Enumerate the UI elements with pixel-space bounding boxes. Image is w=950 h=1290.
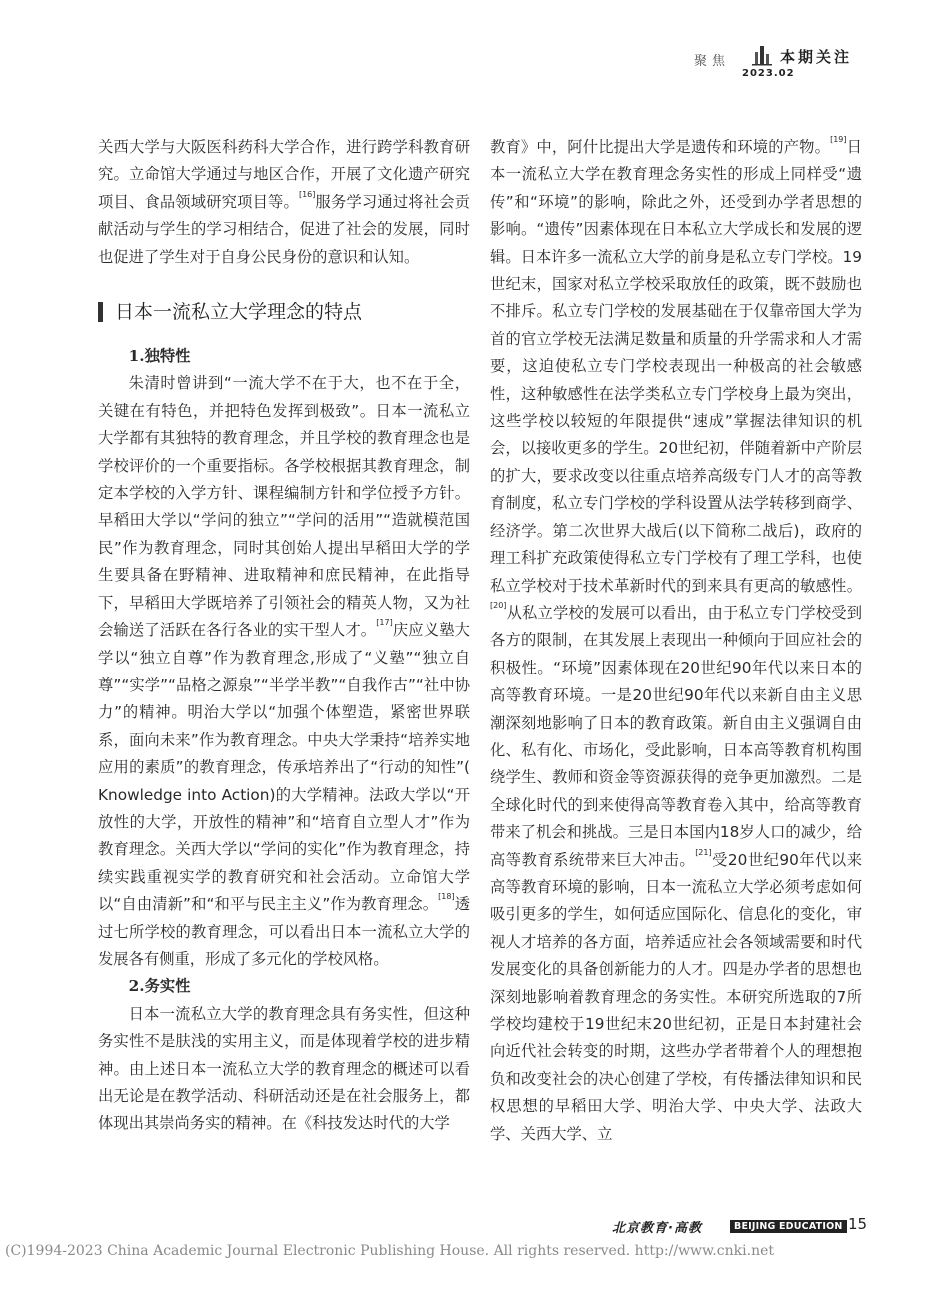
paragraph-text: 日本一流私立大学在教育理念务实性的形成上同样受“遗传”和“环境”的影响，除此之外，还受到办学者思想的影响。“遗传”因素体现在日本私立大学成长和发展的逻辑。日本许多一流私立大学的前身是私立专门学校。19世纪末，国家对私立学校采取放任的政策，既不鼓励也不排斥。私立专门学校的发展基础在于仅靠帝国大学为首的官立学校无法满足数量和质量的升学需求和人才需要，这迫使私立专门学校表现出一种极高的社会敏感性，这种敏感性在法学类私立专门学校身上最为突出，这些学校以较短的年限提供“速成”掌握法律知识的机会，以接收更多的学生。20世纪初，伴随着新中产阶层的扩大，要求改变以往重点培养高级专门人才的高等教育制度，私立专门学校的学科设置从法学转移到商学、经济学。第二次世界大战后(以下简称二战后)，政府的理工科扩充政策使得私立专门学校有了理工学科，也使私立学校对于技术革新时代的到来具有更高的敏感性。 (490, 138, 862, 595)
copyright-watermark: (C)1994-2023 China Academic Journal Electronic Publishing House. All rights reserved. http://www.cnki.net (5, 1243, 775, 1259)
section-heading (98, 297, 470, 327)
header-column-title: 本期关注 (780, 48, 853, 66)
header-issue-date: 2023.02 (742, 68, 795, 79)
paragraph (98, 134, 470, 271)
citation-ref: [18] (438, 892, 455, 902)
left-column (98, 134, 470, 1138)
paragraph-text: 受20世纪90年代以来高等教育环境的影响，日本一流私立大学必须考虑如何吸引更多的学生，如何适应国际化、信息化的变化，审视人才培养的各方面，培养适应社会各领域需要和时代发展变化的具备创新能力的人才。四是办学者的思想也深刻地影响着教育理念的务实性。本研究所选取的7所学校均建校于19世纪末20世纪初，正是日本封建社会向近代社会转变的时期，这些办学者带着个人的理想抱负和改变社会的决心创建了学校，有传播法律知识和民权思想的早稻田大学、明治大学、中央大学、法政大学、关西大学、立 (490, 850, 862, 1143)
building-logo-icon (752, 44, 772, 66)
journal-badge: BEIJING EDUCATION (730, 1220, 847, 1233)
citation-ref: [21] (695, 847, 712, 857)
paragraph-text: 教育》中，阿什比提出大学是遗传和环境的产物。 (490, 138, 831, 156)
journal-brand: 北京教育·高教 (612, 1221, 702, 1236)
paragraph-text: 从私立学校的发展可以看出，由于私立专门学校受到各方的限制，在其发展上表现出一种倾向于回应社会的积极性。“环境”因素体现在20世纪90年代以来日本的高等教育环境。一是20世纪90年代以来新自由主义思潮深刻地影响了日本的教育政策。新自由主义强调自由化、私有化、市场化，受此影响，日本高等教育机构围绕学生、教师和资金等资源获得的竞争更加激烈。二是全球化时代的到来使得高等教育卷入其中，给高等教育带来了机会和挑战。三是日本国内18岁人口的减少，给高等教育系统带来巨大冲击。 (490, 603, 862, 869)
paragraph-text: 关西大学与大阪医科药科大学合作，进行跨学科教育研究。立命馆大学通过与地区合作，开展了文化遗产研究项目、食品领域研究项目等。 (98, 138, 470, 211)
paragraph (490, 134, 862, 1148)
page-number: 15 (848, 1215, 868, 1233)
heading-bar-icon (98, 302, 103, 322)
right-column (490, 134, 862, 1148)
page-header (0, 44, 950, 84)
citation-ref: [17] (376, 618, 393, 628)
subsection-title-uniqueness: 1.独特性 (128, 347, 191, 366)
citation-ref: [19] (830, 135, 847, 144)
paragraph-text: 朱清时曾讲到“一流大学不在于大，也不在于全，关键在有特色，并把特色发挥到极致”。日本一流私立大学都有其独特的教育理念，并且学校的教育理念也是学校评价的一个重要指标。各学校根据其教育理念，制定本学校的入学方针、课程编制方针和学位授予方针。早稻田大学以“学问的独立”“学问的活用”“造就模范国民”作为教育理念，同时其创始人提出早稻田大学的学生要具备在野精神、进取精神和庶民精神，在此指导下，早稻田大学既培养了引领社会的精英人物，又为社会输送了活跃在各行各业的实干型人才。 (98, 374, 470, 640)
paragraph (98, 370, 470, 973)
citation-ref: [20] (490, 600, 507, 610)
paragraph-text: 服务学习通过将社会贡献活动与学生的学习相结合，促进了社会的发展，同时也促进了学生对于自身公民身份的意识和认知。 (98, 192, 470, 266)
citation-ref: [16] (298, 189, 316, 199)
section-heading-text: 日本一流私立大学理念的特点 (115, 301, 363, 324)
paragraph-text: 庆应义塾大学以“独立自尊”作为教育理念,形成了“义塾”“独立自尊”“实学”“品格之源泉”“半学半教”“自我作古”“社中协力”的精神。明治大学以“加强个体塑造，紧密世界联系，面向未来”作为教育理念。中央大学秉持“培养实地应用的素质”的教育理念，传承培养出了“行动的知性”( Knowledge into Action)的大学精神。法政大学以“开放性的大学，开放性的精神”和“培育自立型人才”作为教育理念。关西大学以“学问的实化”作为教育理念，持续实践重视实学的教育研究和社会活动。立命馆大学以“自由清新”和“和平与民主主义”作为教育理念。 (98, 621, 470, 914)
subsection-title-practicality: 2.务实性 (128, 977, 191, 996)
paragraph-text: 透过七所学校的教育理念，可以看出日本一流私立大学的发展各有侧重，形成了多元化的学校风格。 (98, 895, 470, 968)
header-section-label: 聚焦 (694, 54, 731, 69)
page-footer (0, 1215, 950, 1239)
paragraph: 日本一流私立大学的教育理念具有务实性，但这种务实性不是肤浅的实用主义，而是体现着学校的进步精神。由上述日本一流私立大学的教育理念的概述可以看出无论是在教学活动、科研活动还是在社会服务上，都体现出其崇尚务实的精神。在《科技发达时代的大学 (98, 1004, 470, 1133)
